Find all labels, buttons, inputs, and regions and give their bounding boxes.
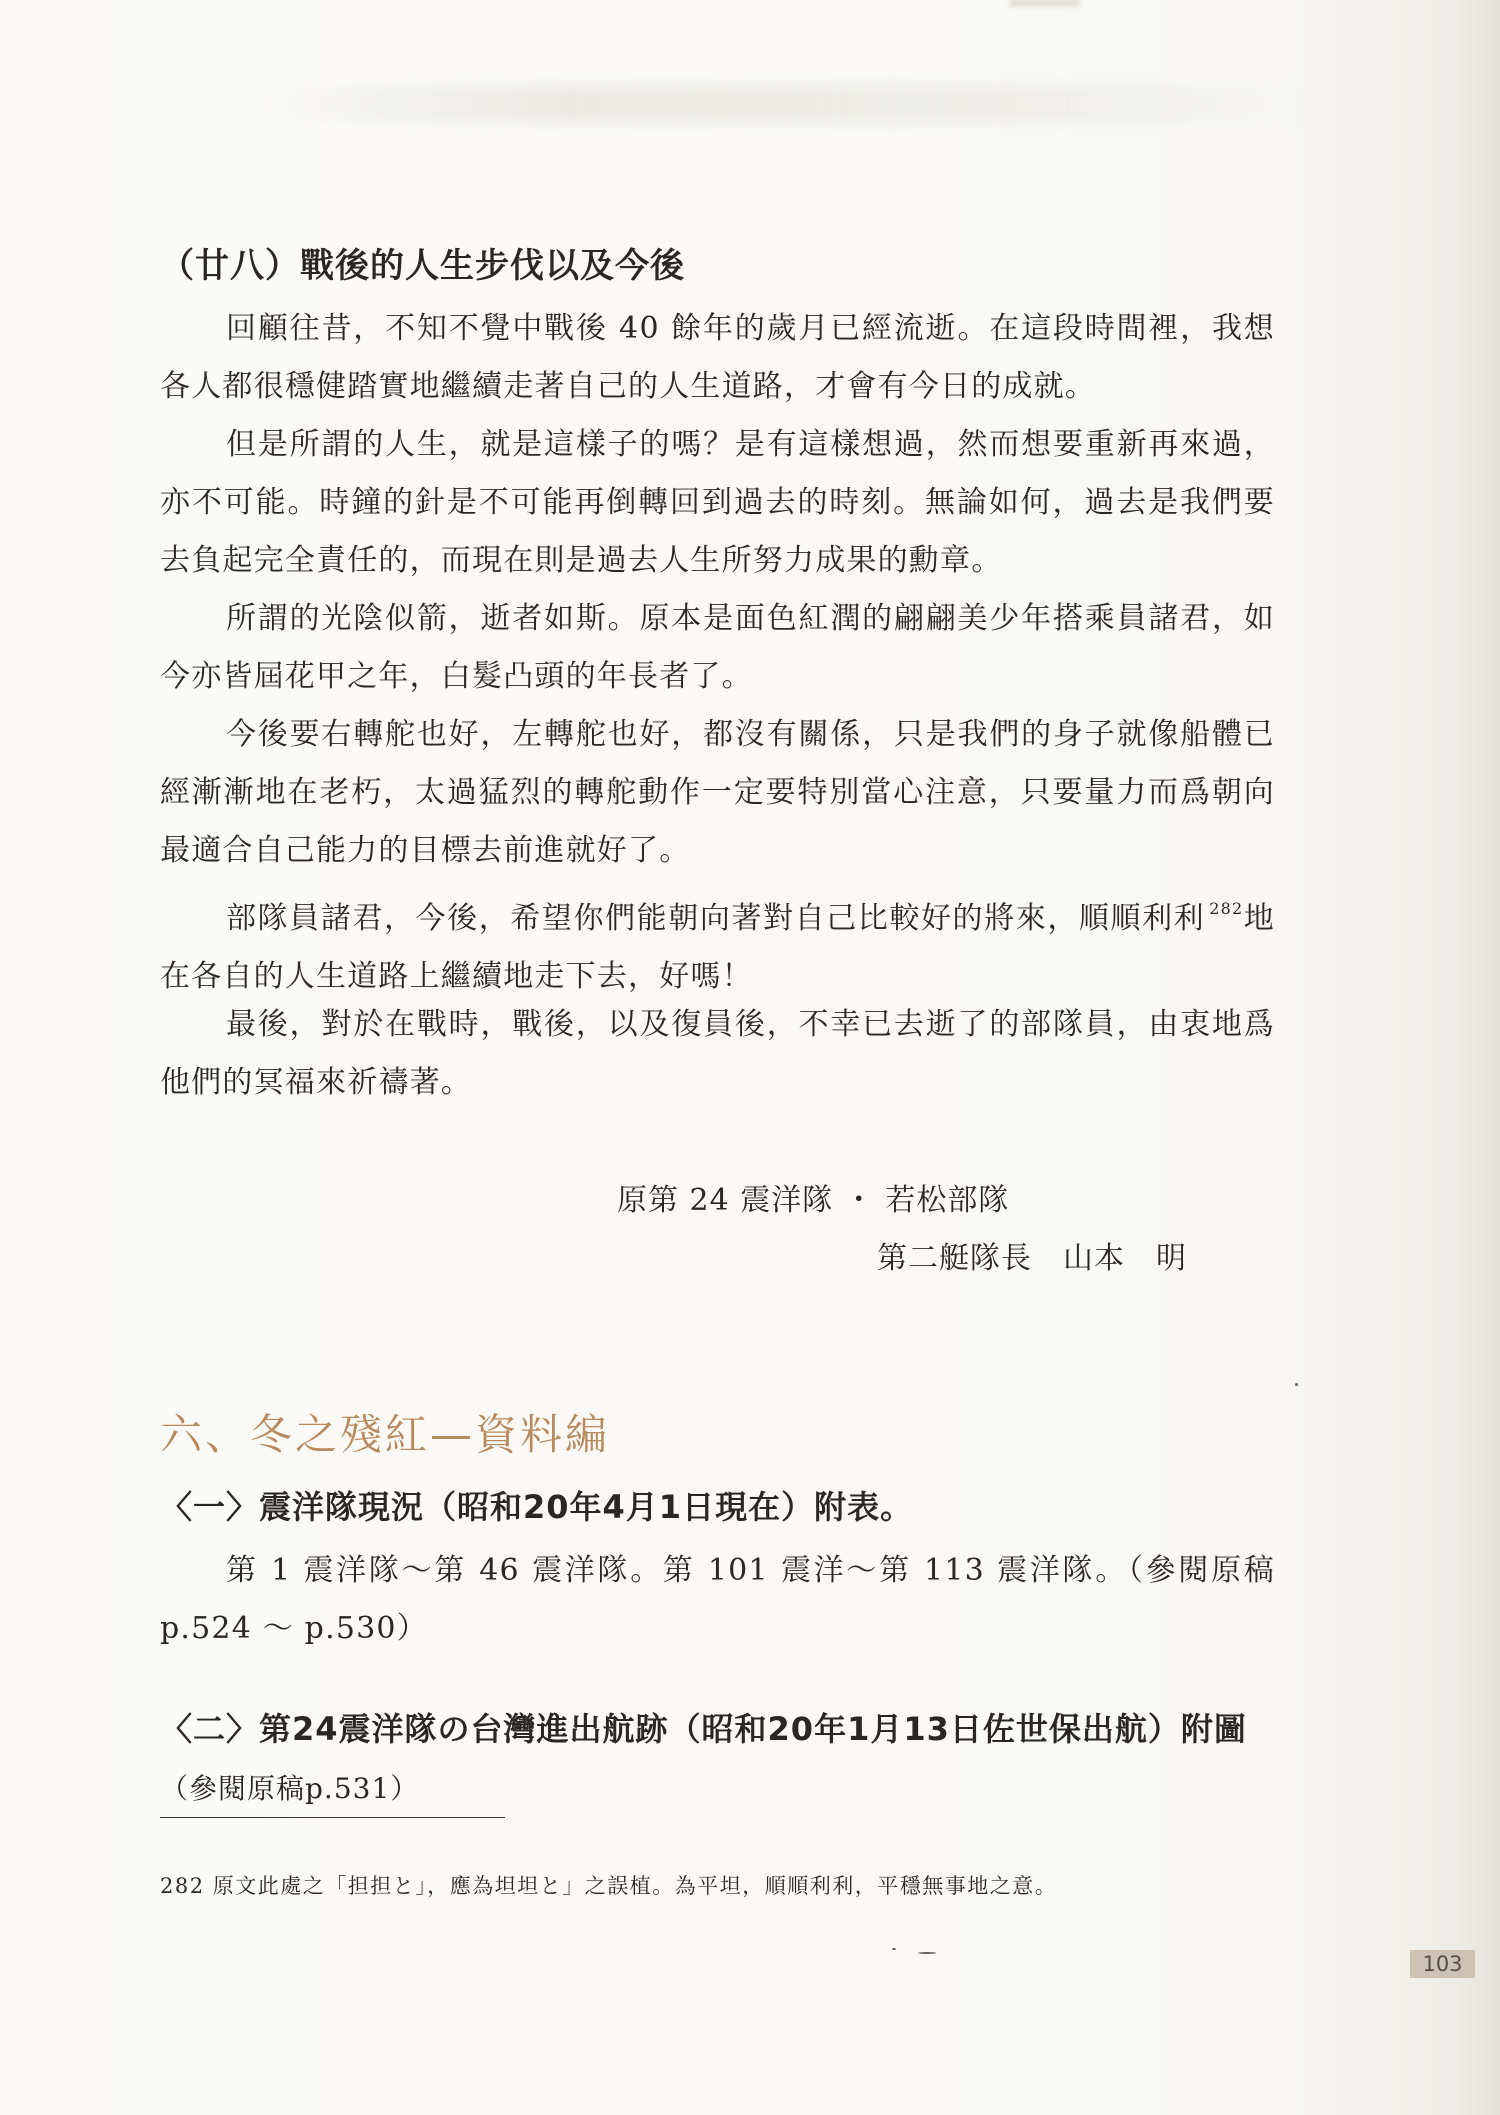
paragraph-6: 最後，對於在戰時，戰後，以及復員後，不幸已去逝了的部隊員，由衷地爲他們的冥福來祈禱著。 [160, 1007, 1275, 1100]
faint-header-bleedthrough [250, 86, 1310, 122]
item-2-heading-text: 〈二〉第24震洋隊の台灣進出航跡（昭和20年1月13日佐世保出航）附圖 [160, 1710, 1247, 1748]
paragraph-5-text-b: 地在各自的人生道路上繼續地走下去，好嗎！ [160, 901, 1275, 994]
page-number: 103 [1410, 1950, 1475, 1978]
item-2-ref-note: （參閱原稿p.531） [160, 1772, 420, 1805]
paragraph-5-text-a: 部隊員諸君，今後，希望你們能朝向著對自己比較好的將來，順順利利 [226, 901, 1206, 936]
footnote-ref-282[interactable]: 282 [1209, 899, 1244, 918]
footnote-282: 282 原文此處之「担担と」，應為坦坦と」之誤植。為平坦，順順利利，平穩無事地之意。 [160, 1874, 1058, 1898]
paragraph-4: 今後要右轉舵也好，左轉舵也好，都沒有關係，只是我們的身子就像船體已經漸漸地在老朽，太過猛烈的轉舵動作一定要特別當心注意，只要量力而爲朝向最適合自己能力的目標去前進就好了。 [160, 717, 1275, 868]
paragraph-5 [160, 880, 1275, 1006]
chapter-title: 六、冬之殘紅—資料編 [160, 1410, 611, 1459]
signature-name: 第二艇隊長 山本 明 [877, 1241, 1187, 1276]
scan-speck [892, 1948, 896, 1950]
scan-speck [918, 1952, 936, 1954]
top-scan-mark [1010, 0, 1080, 6]
section-heading: （廿八）戰後的人生步伐以及今後 [160, 246, 685, 286]
paragraph-2: 但是所謂的人生，就是這樣子的嗎？是有這樣想過，然而想要重新再來過，亦不可能。時鐘的針是不可能再倒轉回到過去的時刻。無論如何，過去是我們要去負起完全責任的，而現在則是過去人生所努力成果的勳章。 [160, 427, 1275, 578]
item-2-heading [160, 1700, 1275, 1818]
footnote-divider [160, 1817, 505, 1818]
item-1-text: 第 1 震洋隊～第 46 震洋隊。第 101 震洋～第 113 震洋隊。（參閱原稿 p.524 ～ p.530） [160, 1553, 1275, 1646]
item-1-heading: 〈一〉震洋隊現況（昭和20年4月1日現在）附表。 [160, 1488, 914, 1526]
paragraph-3: 所謂的光陰似箭，逝者如斯。原本是面色紅潤的翩翩美少年搭乘員諸君，如今亦皆屆花甲之年，白髮凸頭的年長者了。 [160, 601, 1275, 694]
signature-unit: 原第 24 震洋隊 ・ 若松部隊 [617, 1183, 1010, 1218]
scan-speck [1295, 1383, 1298, 1386]
paragraph-1: 回顧往昔，不知不覺中戰後 40 餘年的歲月已經流逝。在這段時間裡，我想各人都很穩健踏實地繼續走著自己的人生道路，才會有今日的成就。 [160, 311, 1275, 404]
